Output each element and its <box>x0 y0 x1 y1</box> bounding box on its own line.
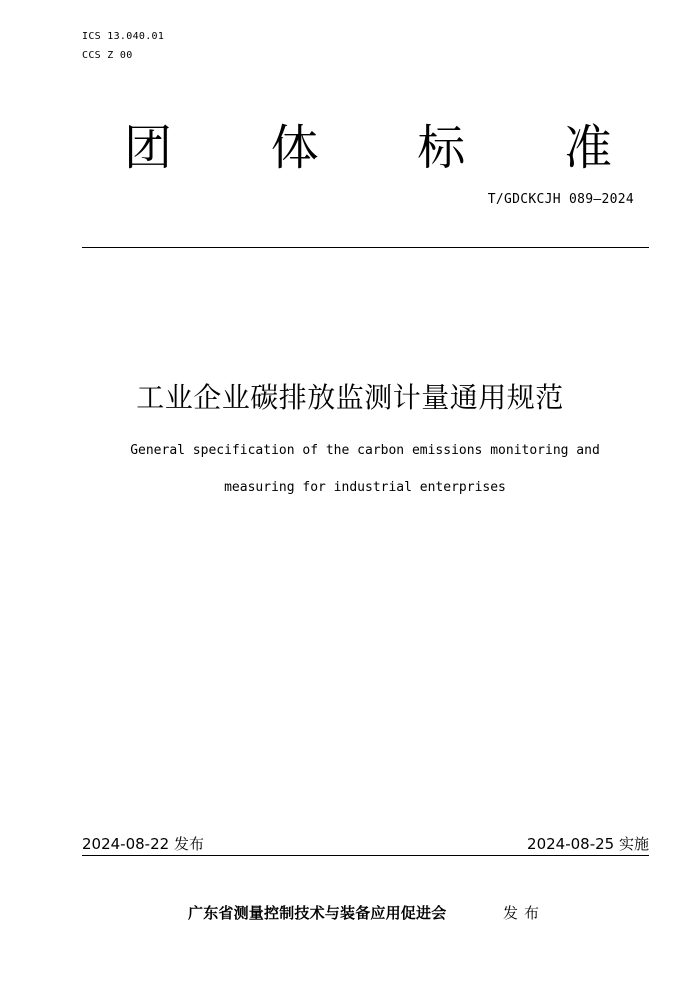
bottom-divider <box>82 855 649 856</box>
standard-type-heading <box>118 118 618 178</box>
standard-type-char: 团 <box>123 120 172 176</box>
ics-code: ICS 13.040.01 <box>82 31 165 42</box>
ccs-code: CCS Z 00 <box>82 50 133 61</box>
english-title-line-1: General specification of the carbon emissions monitoring and <box>130 443 600 458</box>
standard-number: T/GDCKCJH 089—2024 <box>487 192 634 207</box>
top-divider <box>82 247 649 248</box>
publish-label: 发布 <box>503 904 546 922</box>
implementation-date: 2024-08-25 实施 <box>527 835 649 853</box>
chinese-title: 工业企业碳排放监测计量通用规范 <box>136 381 564 414</box>
publisher-name: 广东省测量控制技术与装备应用促进会 <box>188 904 447 922</box>
issue-date: 2024-08-22 发布 <box>82 835 204 853</box>
standard-type-char: 体 <box>270 120 319 176</box>
english-title-line-2: measuring for industrial enterprises <box>224 480 506 495</box>
standard-type-char: 标 <box>417 120 466 176</box>
standard-type-char: 准 <box>563 120 612 176</box>
